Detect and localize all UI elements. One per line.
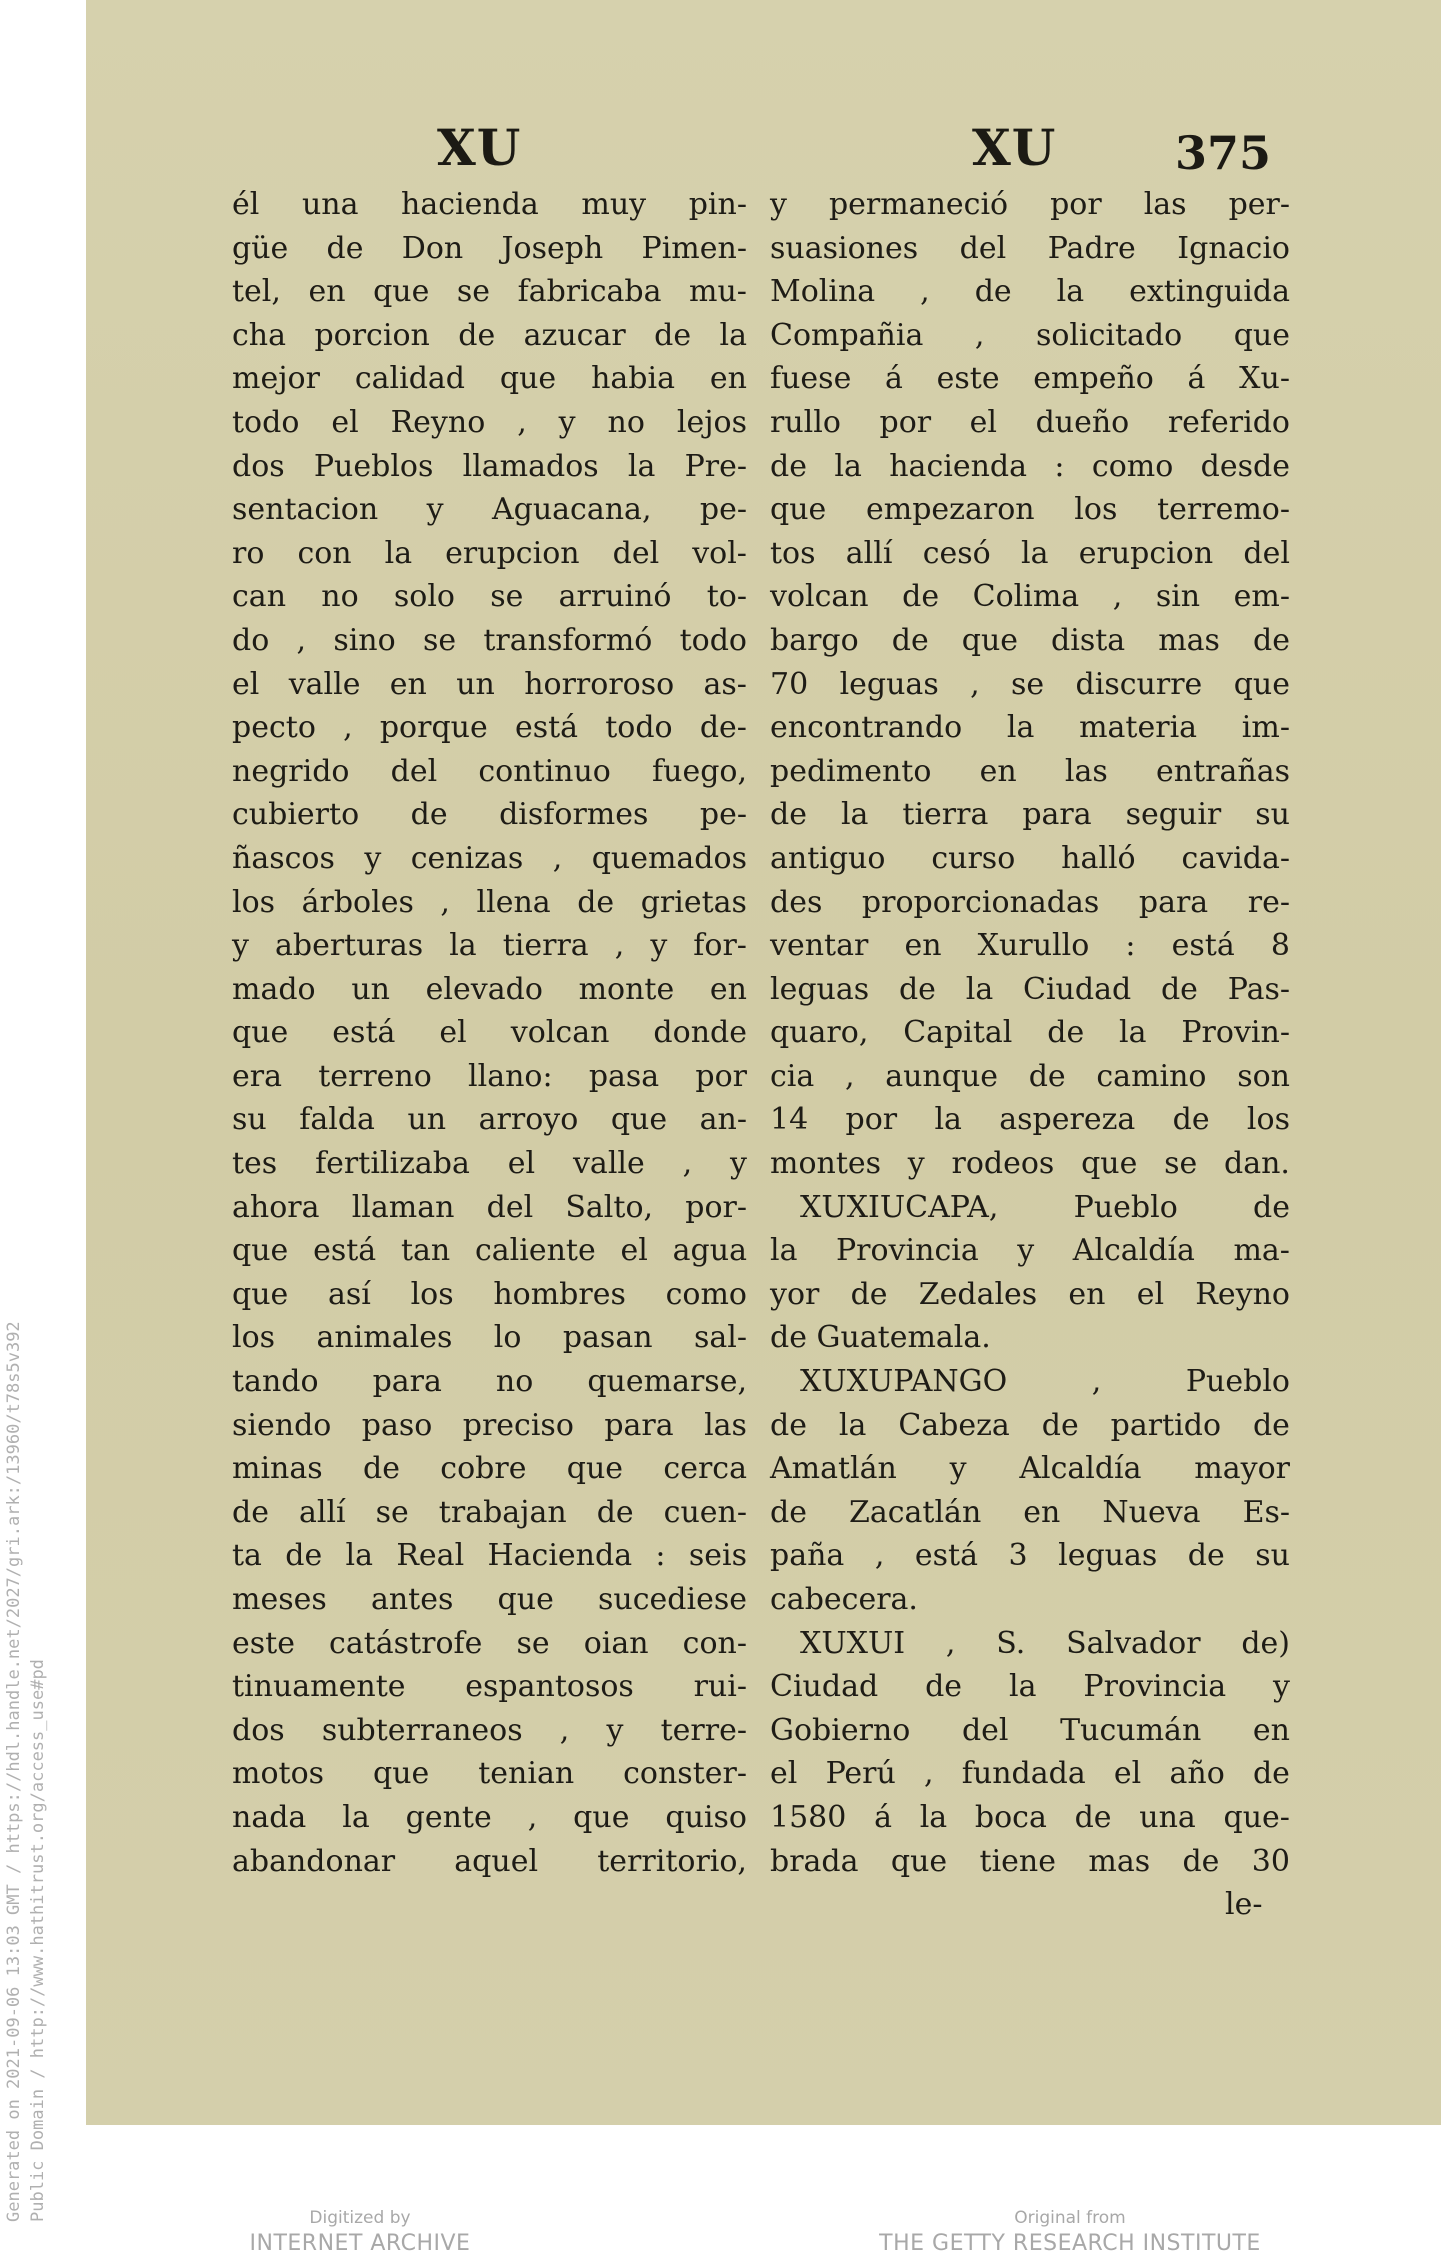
text-line: dos subterraneos , y terre- (232, 1712, 747, 1748)
text-line: negrido del continuo fuego, (232, 753, 747, 789)
text-line: dos Pueblos llamados la Pre- (232, 448, 747, 484)
text-line: XUXUPANGO , Pueblo (800, 1364, 1290, 1400)
text-line: de la Cabeza de partido de (770, 1407, 1290, 1443)
text-line: que está el volcan donde (232, 1015, 747, 1051)
text-line: minas de cobre que cerca (232, 1451, 747, 1487)
text-line: él una hacienda muy pin- (232, 187, 747, 222)
stamp-line-domain: Public Domain / http://www.hathitrust.org/access_use#pd (28, 1659, 48, 2222)
text-line: fuese á este empeño á Xu- (770, 361, 1290, 397)
text-line: pecto , porque está todo de- (232, 710, 747, 746)
text-line: de la tierra para seguir su (770, 797, 1290, 833)
text-line: le- (1225, 1887, 1263, 1923)
text-line: era terreno llano: pasa por (232, 1058, 747, 1094)
text-line: que está tan caliente el agua (232, 1233, 747, 1269)
text-line: yor de Zedales en el Reyno (770, 1276, 1290, 1312)
text-line: los animales lo pasan sal- (232, 1320, 747, 1356)
text-line: ventar en Xurullo : está 8 (770, 928, 1290, 964)
text-line: tando para no quemarse, (232, 1364, 747, 1400)
text-line: abandonar aquel territorio, (232, 1843, 747, 1879)
text-line: XUXIUCAPA, Pueblo de (800, 1189, 1290, 1225)
getty-institute-label: THE GETTY RESEARCH INSTITUTE (879, 2231, 1261, 2256)
text-line: su falda un arroyo que an- (232, 1102, 747, 1138)
text-line: la Provincia y Alcaldía ma- (770, 1233, 1290, 1269)
text-line: cubierto de disformes pe- (232, 797, 747, 833)
text-line: do , sino se transformó todo (232, 622, 747, 658)
text-line: brada que tiene mas de 30 (770, 1843, 1290, 1879)
right-running-head: XU (972, 118, 1057, 177)
text-line: de la hacienda : como desde (770, 448, 1290, 484)
internet-archive-label: INTERNET ARCHIVE (249, 2231, 471, 2256)
text-line: motos que tenian conster- (232, 1756, 747, 1792)
digitized-by-credit (220, 2207, 500, 2259)
text-line: los árboles , llena de grietas (232, 884, 747, 920)
text-line: siendo paso preciso para las (232, 1407, 747, 1443)
text-line: leguas de la Ciudad de Pas- (770, 971, 1290, 1007)
text-line: Compañia , solicitado que (770, 317, 1290, 353)
text-line: que empezaron los terremo- (770, 492, 1290, 528)
left-running-head: XU (437, 118, 522, 177)
text-line: ro con la erupcion del vol- (232, 535, 747, 571)
text-line: cia , aunque de camino son (770, 1058, 1290, 1094)
left-text-column (232, 183, 747, 1883)
text-line: 1580 á la boca de una que- (770, 1799, 1290, 1835)
text-line: sentacion y Aguacana, pe- (232, 492, 747, 528)
text-line: nada la gente , que quiso (232, 1799, 747, 1835)
stamp-line-generated: Generated on 2021-09-06 13:03 GMT / https://hdl.handle.net/2027/gri.ark:/13960/t78s5v392 (4, 1321, 24, 2222)
text-line: que así los hombres como (232, 1276, 747, 1312)
text-line: y permaneció por las per- (770, 187, 1290, 222)
page-number: 375 (1175, 126, 1272, 180)
text-line: 70 leguas , se discurre que (770, 666, 1290, 702)
text-line: bargo de que dista mas de (770, 622, 1290, 658)
text-line: tos allí cesó la erupcion del (770, 535, 1290, 571)
text-line: paña , está 3 leguas de su (770, 1538, 1290, 1574)
text-line: can no solo se arruinó to- (232, 579, 747, 615)
text-line: cabecera. (770, 1582, 918, 1617)
text-line: este catástrofe se oian con- (232, 1625, 747, 1661)
text-line: de Guatemala. (770, 1320, 991, 1356)
text-line: de allí se trabajan de cuen- (232, 1494, 747, 1530)
text-line: tinuamente espantosos rui- (232, 1669, 747, 1705)
text-line: ahora llaman del Salto, por- (232, 1189, 747, 1225)
text-line: Amatlán y Alcaldía mayor (770, 1451, 1290, 1487)
text-line: mado un elevado monte en (232, 971, 747, 1007)
text-line: todo el Reyno , y no lejos (232, 404, 747, 440)
text-line: tel, en que se fabricaba mu- (232, 274, 747, 310)
text-line: encontrando la materia im- (770, 710, 1290, 746)
text-line: de Zacatlán en Nueva Es- (770, 1494, 1290, 1530)
text-line: pedimento en las entrañas (770, 753, 1290, 789)
text-line: Ciudad de la Provincia y (770, 1669, 1290, 1705)
text-line: mejor calidad que habia en (232, 361, 747, 397)
text-line: 14 por la aspereza de los (770, 1102, 1290, 1138)
text-line: y aberturas la tierra , y for- (232, 928, 747, 964)
original-from-credit (860, 2207, 1280, 2259)
text-line: antiguo curso halló cavida- (770, 840, 1290, 876)
digitized-by-label: Digitized by (309, 2208, 411, 2228)
text-line: el valle en un horroroso as- (232, 666, 747, 702)
text-line: cha porcion de azucar de la (232, 317, 747, 353)
text-line: montes y rodeos que se dan. (770, 1146, 1290, 1182)
text-line: rullo por el dueño referido (770, 404, 1290, 440)
text-line: volcan de Colima , sin em- (770, 579, 1290, 615)
text-line: tes fertilizaba el valle , y (232, 1146, 747, 1182)
text-line: ñascos y cenizas , quemados (232, 840, 747, 876)
text-line: Molina , de la extinguida (770, 274, 1290, 310)
text-line: meses antes que sucediese (232, 1582, 747, 1617)
right-text-column (770, 183, 1290, 1927)
original-from-label: Original from (1014, 2208, 1126, 2228)
text-line: suasiones del Padre Ignacio (770, 230, 1290, 266)
hathitrust-stamp (2, 1321, 50, 2222)
text-line: quaro, Capital de la Provin- (770, 1015, 1290, 1051)
text-line: el Perú , fundada el año de (770, 1756, 1290, 1792)
text-line: Gobierno del Tucumán en (770, 1712, 1290, 1748)
text-line: güe de Don Joseph Pimen- (232, 230, 747, 266)
text-line: des proporcionadas para re- (770, 884, 1290, 920)
text-line: XUXUI , S. Salvador de) (800, 1625, 1290, 1661)
text-line: ta de la Real Hacienda : seis (232, 1538, 747, 1574)
